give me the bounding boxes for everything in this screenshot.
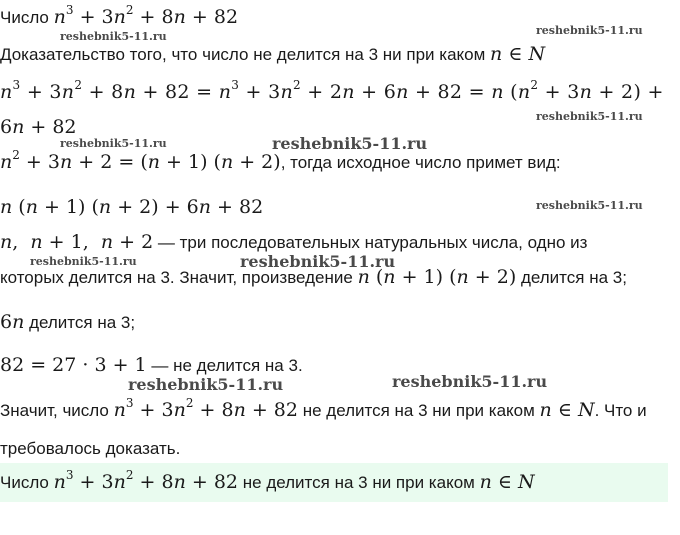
consecutive-statement: n, n + 1, n + 2 — три последовательных натуральных числа, одно из bbox=[0, 231, 588, 253]
rewritten-expression: n (n + 1) (n + 2) + 6n + 82 bbox=[0, 196, 264, 218]
watermark: reshebnik5-11.ru bbox=[30, 255, 137, 268]
expansion-continued: 6n + 82 bbox=[0, 116, 77, 138]
remainder-statement: 82 = 27 · 3 + 1 — не делится на 3. bbox=[0, 354, 303, 376]
qed-line: требовалось доказать. bbox=[0, 439, 181, 458]
six-n-divisible: 6n делится на 3; bbox=[0, 311, 136, 333]
conclusion: Значит, число $n^3 + 3n^2 + 8n + 82$ не делится на 3 ни при каком n ∈ N. Что и bbox=[0, 396, 647, 421]
watermark: reshebnik5-11.ru bbox=[60, 137, 167, 150]
watermark: reshebnik5-11.ru bbox=[272, 134, 428, 153]
watermark: reshebnik5-11.ru bbox=[536, 110, 643, 123]
watermark: reshebnik5-11.ru bbox=[128, 375, 284, 394]
expansion-line: $n^3 + 3n^2 + 8n + 82 = n^3 + 3n^2 + 2n + 6n + 82 = n$ $(n^2 + 3n + 2)$ + bbox=[0, 78, 664, 103]
answer-text: Число $n^3 + 3n^2 + 8n + 82$ не делится на 3 ни при каком n ∈ N bbox=[0, 468, 535, 493]
problem-title bbox=[0, 5, 238, 30]
watermark: reshebnik5-11.ru bbox=[536, 24, 643, 37]
watermark: reshebnik5-11.ru bbox=[392, 372, 548, 391]
proof-intro: Доказательство того, что число не делится на 3 ни при каком n ∈ N bbox=[0, 43, 546, 65]
product-divisible: которых делится на 3. Значит, произведение n (n + 1) (n + 2) делится на 3; bbox=[0, 266, 627, 288]
watermark: reshebnik5-11.ru bbox=[240, 252, 396, 271]
watermark: reshebnik5-11.ru bbox=[536, 199, 643, 212]
watermark: reshebnik5-11.ru bbox=[60, 30, 167, 43]
expression: $n^3 + 3n^2 + 8n + 82$ bbox=[53, 3, 239, 28]
factorization-line: $n^2 + 3n + 2 = (n + 1) (n + 2)$, тогда исходное число примет вид: bbox=[0, 148, 561, 173]
title-prefix: Число bbox=[0, 8, 49, 27]
